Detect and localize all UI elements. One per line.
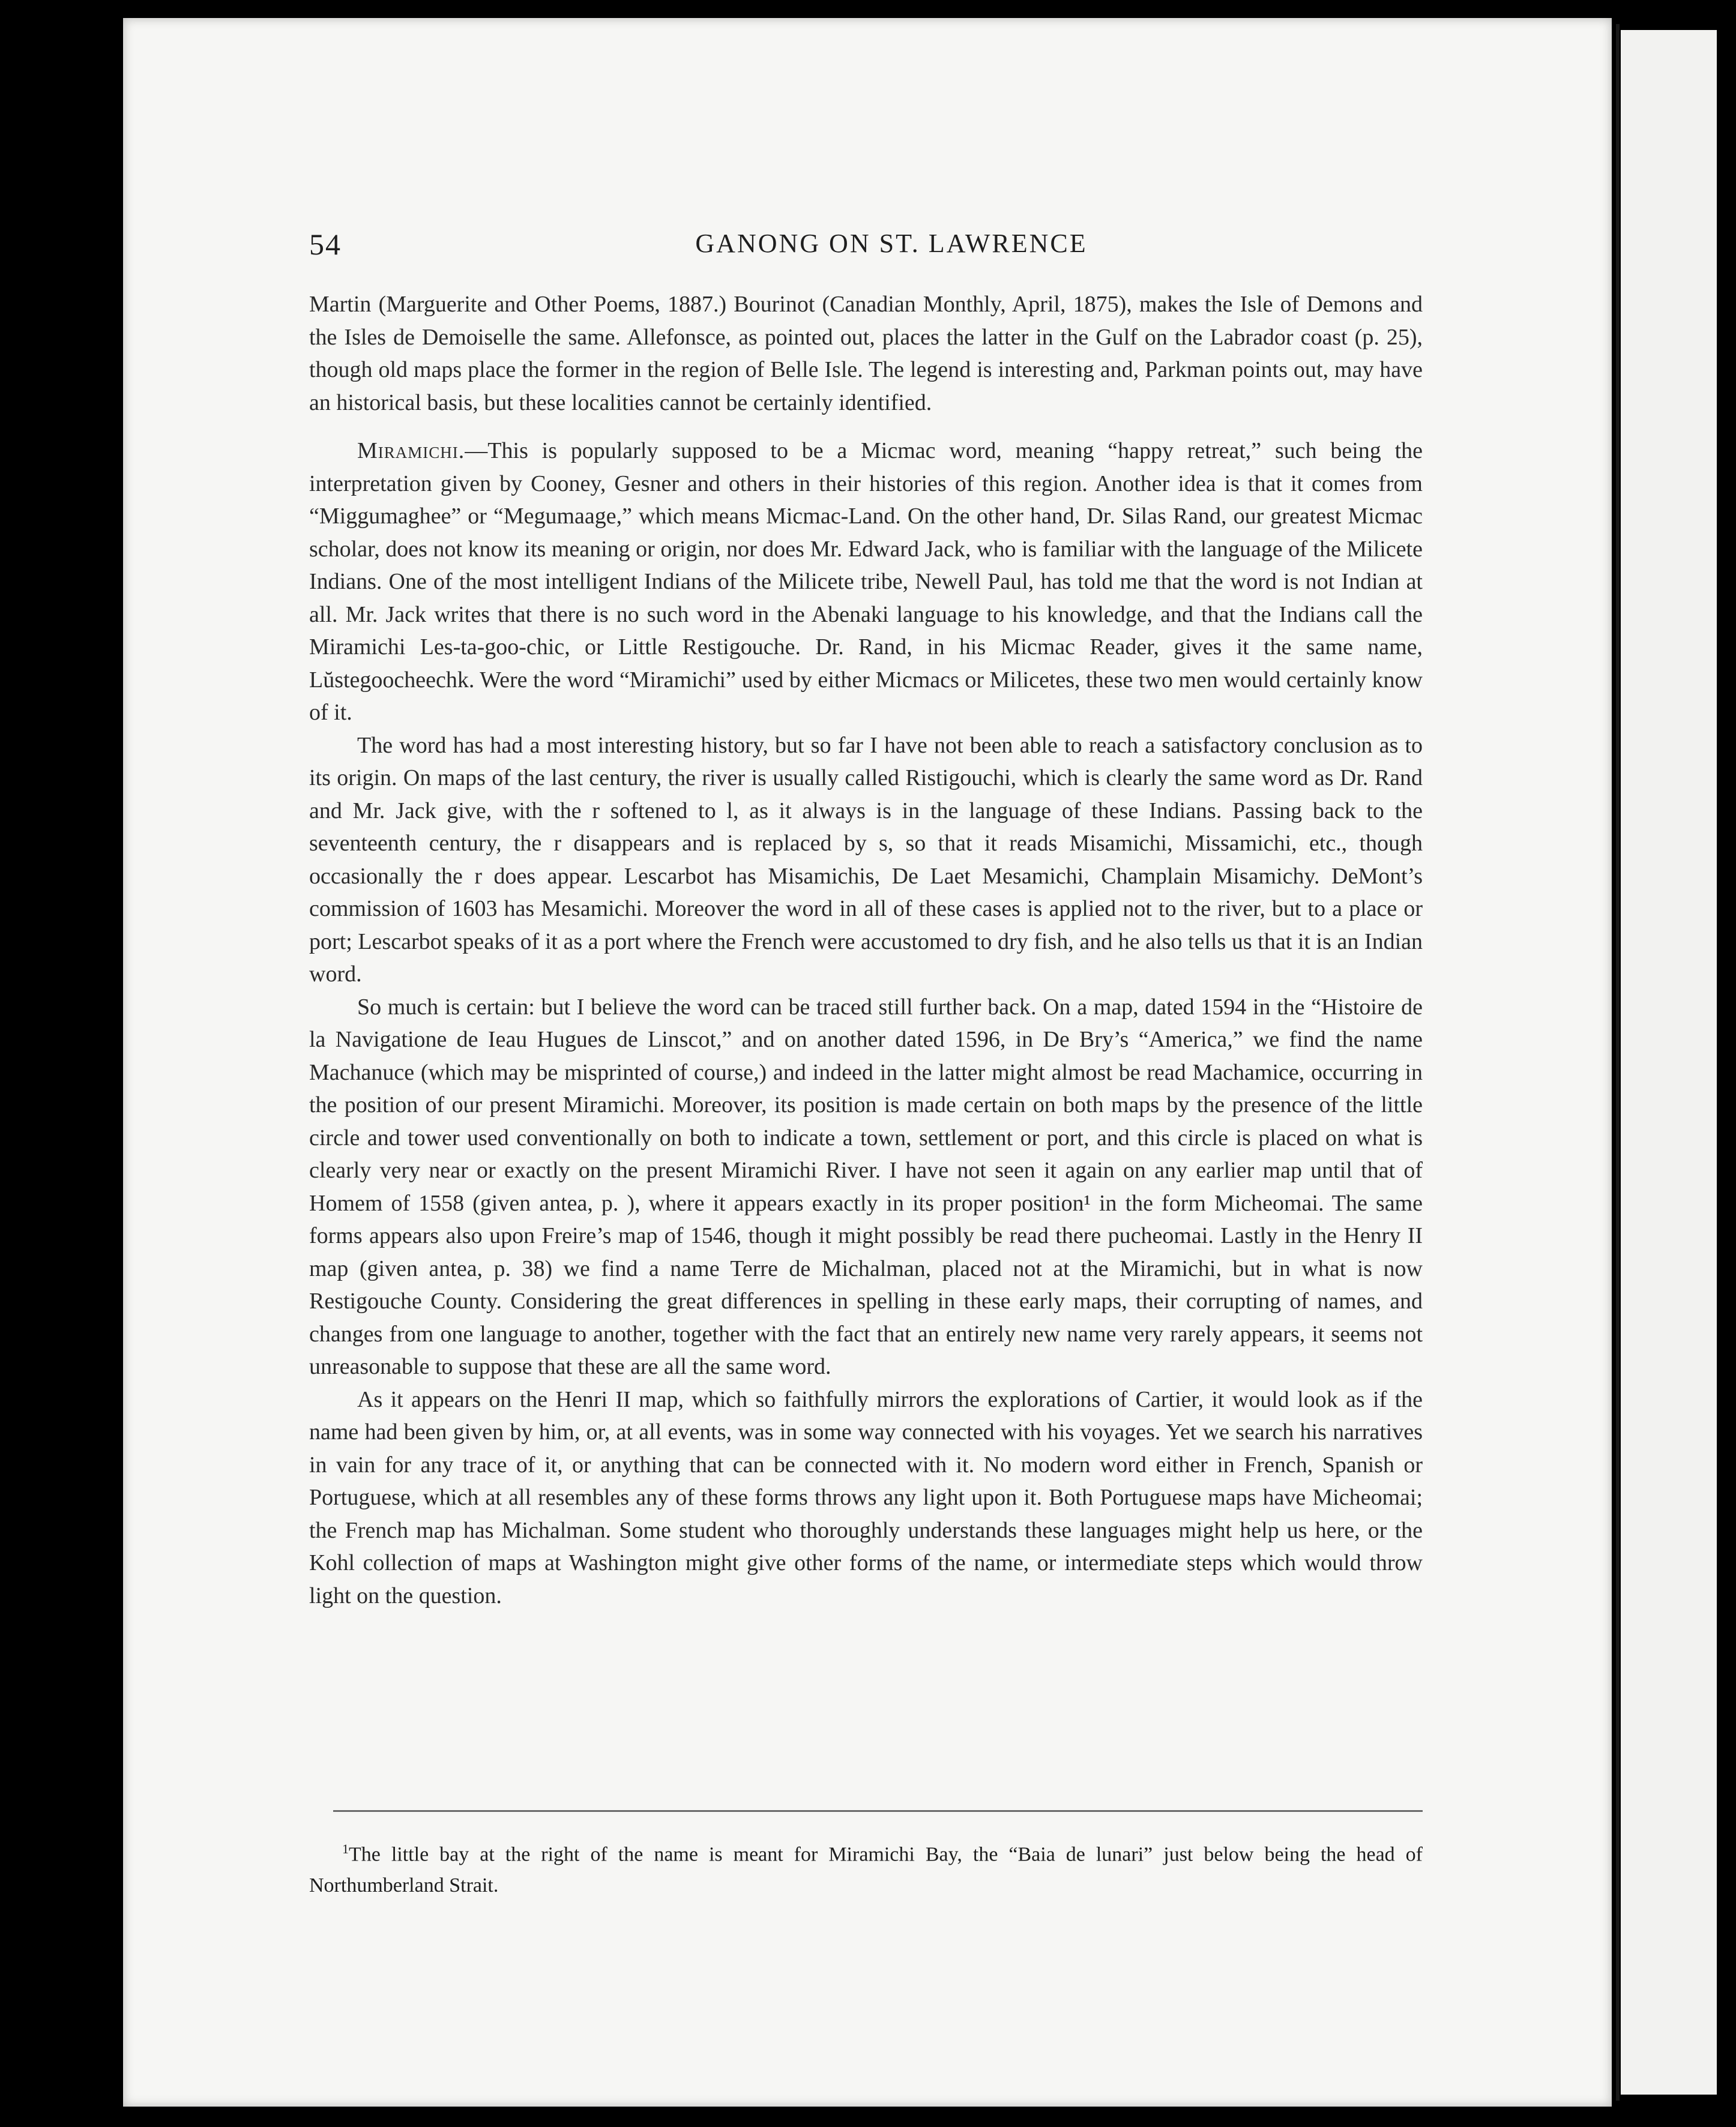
- running-title: GANONG ON ST. LAWRENCE: [695, 229, 1088, 258]
- paragraph: So much is certain: but I believe the word can be traced still further back. On a map, dated 1594 in the “Histoire de la Navigatione de Ieau Hugues de Linscot,” and on another dated 1596, in De Bry’s “America,” we find the name Machanuce (which may be misprinted of course,) and indeed in the latter might almost be read Machamice, occurring in the position of our present Miramichi. Moreover, its position is made certain on both maps by the presence of the little circle and tower used conventionally on both to indicate a town, settlement or port, and this circle is placed on what is clearly very near or exactly on the present Miramichi River. I have not seen it again on any earlier map until that of Homem of 1558 (given antea, p. ), where it appears exactly in its proper position¹ in the form Micheomai. The same forms appears also upon Freire’s map of 1546, though it might possibly be read there pucheomai. Lastly in the Henry II map (given antea, p. 38) we find a name Terre de Michalman, placed not at the Miramichi, but in what is now Restigouche County. Considering the great differences in spelling in these early maps, their corrupting of names, and changes from one language to another, together with the fact that an entirely new name very rarely appears, it seems not unreasonable to suppose that these are all the same word.: [309, 994, 1423, 1379]
- facing-page-edge: [1621, 30, 1717, 2095]
- body-text: [309, 288, 1423, 1612]
- footnote-marker: 1: [342, 1841, 349, 1856]
- paragraph: The word has had a most interesting history, but so far I have not been able to reach a satisfactory conclusion as to its origin. On maps of the last century, the river is usually called Ristigouchi, which is clearly the same word as Dr. Rand and Mr. Jack give, with the r softened to l, as it always is in the language of these Indians. Passing back to the seventeenth century, the r disappears and is replaced by s, so that it reads Misamichi, Missamichi, etc., though occasionally the r does appear. Lescarbot has Misamichis, De Laet Mesamichi, Champlain Misamichy. DeMont’s commission of 1603 has Mesamichi. Moreover the word in all of these cases is applied not to the river, but to a place or port; Lescarbot speaks of it as a port where the French were accustomed to dry fish, and he also tells us that it is an Indian word.: [309, 732, 1423, 987]
- footnote-rule: [333, 1810, 1423, 1812]
- page-number: 54: [309, 227, 342, 261]
- page-gutter: [1616, 24, 1620, 2101]
- entry-heading: Miramichi.: [357, 438, 465, 463]
- paragraph: [309, 435, 1423, 729]
- footnote: [309, 1834, 1423, 1901]
- paragraph: As it appears on the Henri II map, which so faithfully mirrors the explorations of Cartier, it would look as if the name had been given by him, or, at all events, was in some way connected with his voyages. Yet we search his narratives in vain for any trace of it, or anything that can be connected with it. No modern word either in French, Spanish or Portuguese, which at all resembles any of these forms throws any light upon it. Both Portuguese maps have Micheomai; the French map has Michalman. Some student who thoroughly understands these languages might help us here, or the Kohl collection of maps at Washington might give other forms of the name, or intermediate steps which would throw light on the question.: [309, 1386, 1423, 1608]
- paragraph-text: —This is popularly supposed to be a Micmac word, meaning “happy retreat,” such being the interpretation given by Cooney, Gesner and others in their histories of this region. Another idea is that it comes from “Miggumaghee” or “Megumaage,” which means Micmac-Land. On the other hand, Dr. Silas Rand, our greatest Micmac scholar, does not know its meaning or origin, nor does Mr. Edward Jack, who is familiar with the language of the Milicete Indians. One of the most intelligent Indians of the Milicete tribe, Newell Paul, has told me that the word is not Indian at all. Mr. Jack writes that there is no such word in the Abenaki language to his knowledge, and that the Indians call the Miramichi Les-ta-goo-chic, or Little Restigouche. Dr. Rand, in his Micmac Reader, gives it the same name, Lŭstegoocheechk. Were the word “Miramichi” used by either Micmacs or Milicetes, these two men would certainly know of it.: [309, 438, 1423, 725]
- footnote-text: The little bay at the right of the name is meant for Miramichi Bay, the “Baia de lunari” just below being the head of Northumberland Strait.: [309, 1843, 1423, 1897]
- footnote-text-line: [309, 1834, 1423, 1901]
- running-head: [309, 227, 1474, 263]
- paragraph: Martin (Marguerite and Other Poems, 1887.) Bourinot (Canadian Monthly, April, 1875), makes the Isle of Demons and the Isles de Demoiselle the same. Allefonsce, as pointed out, places the latter in the Gulf on the Labrador coast (p. 25), though old maps place the former in the region of Belle Isle. The legend is interesting and, Parkman points out, may have an historical basis, but these localities cannot be certainly identified.: [309, 292, 1423, 415]
